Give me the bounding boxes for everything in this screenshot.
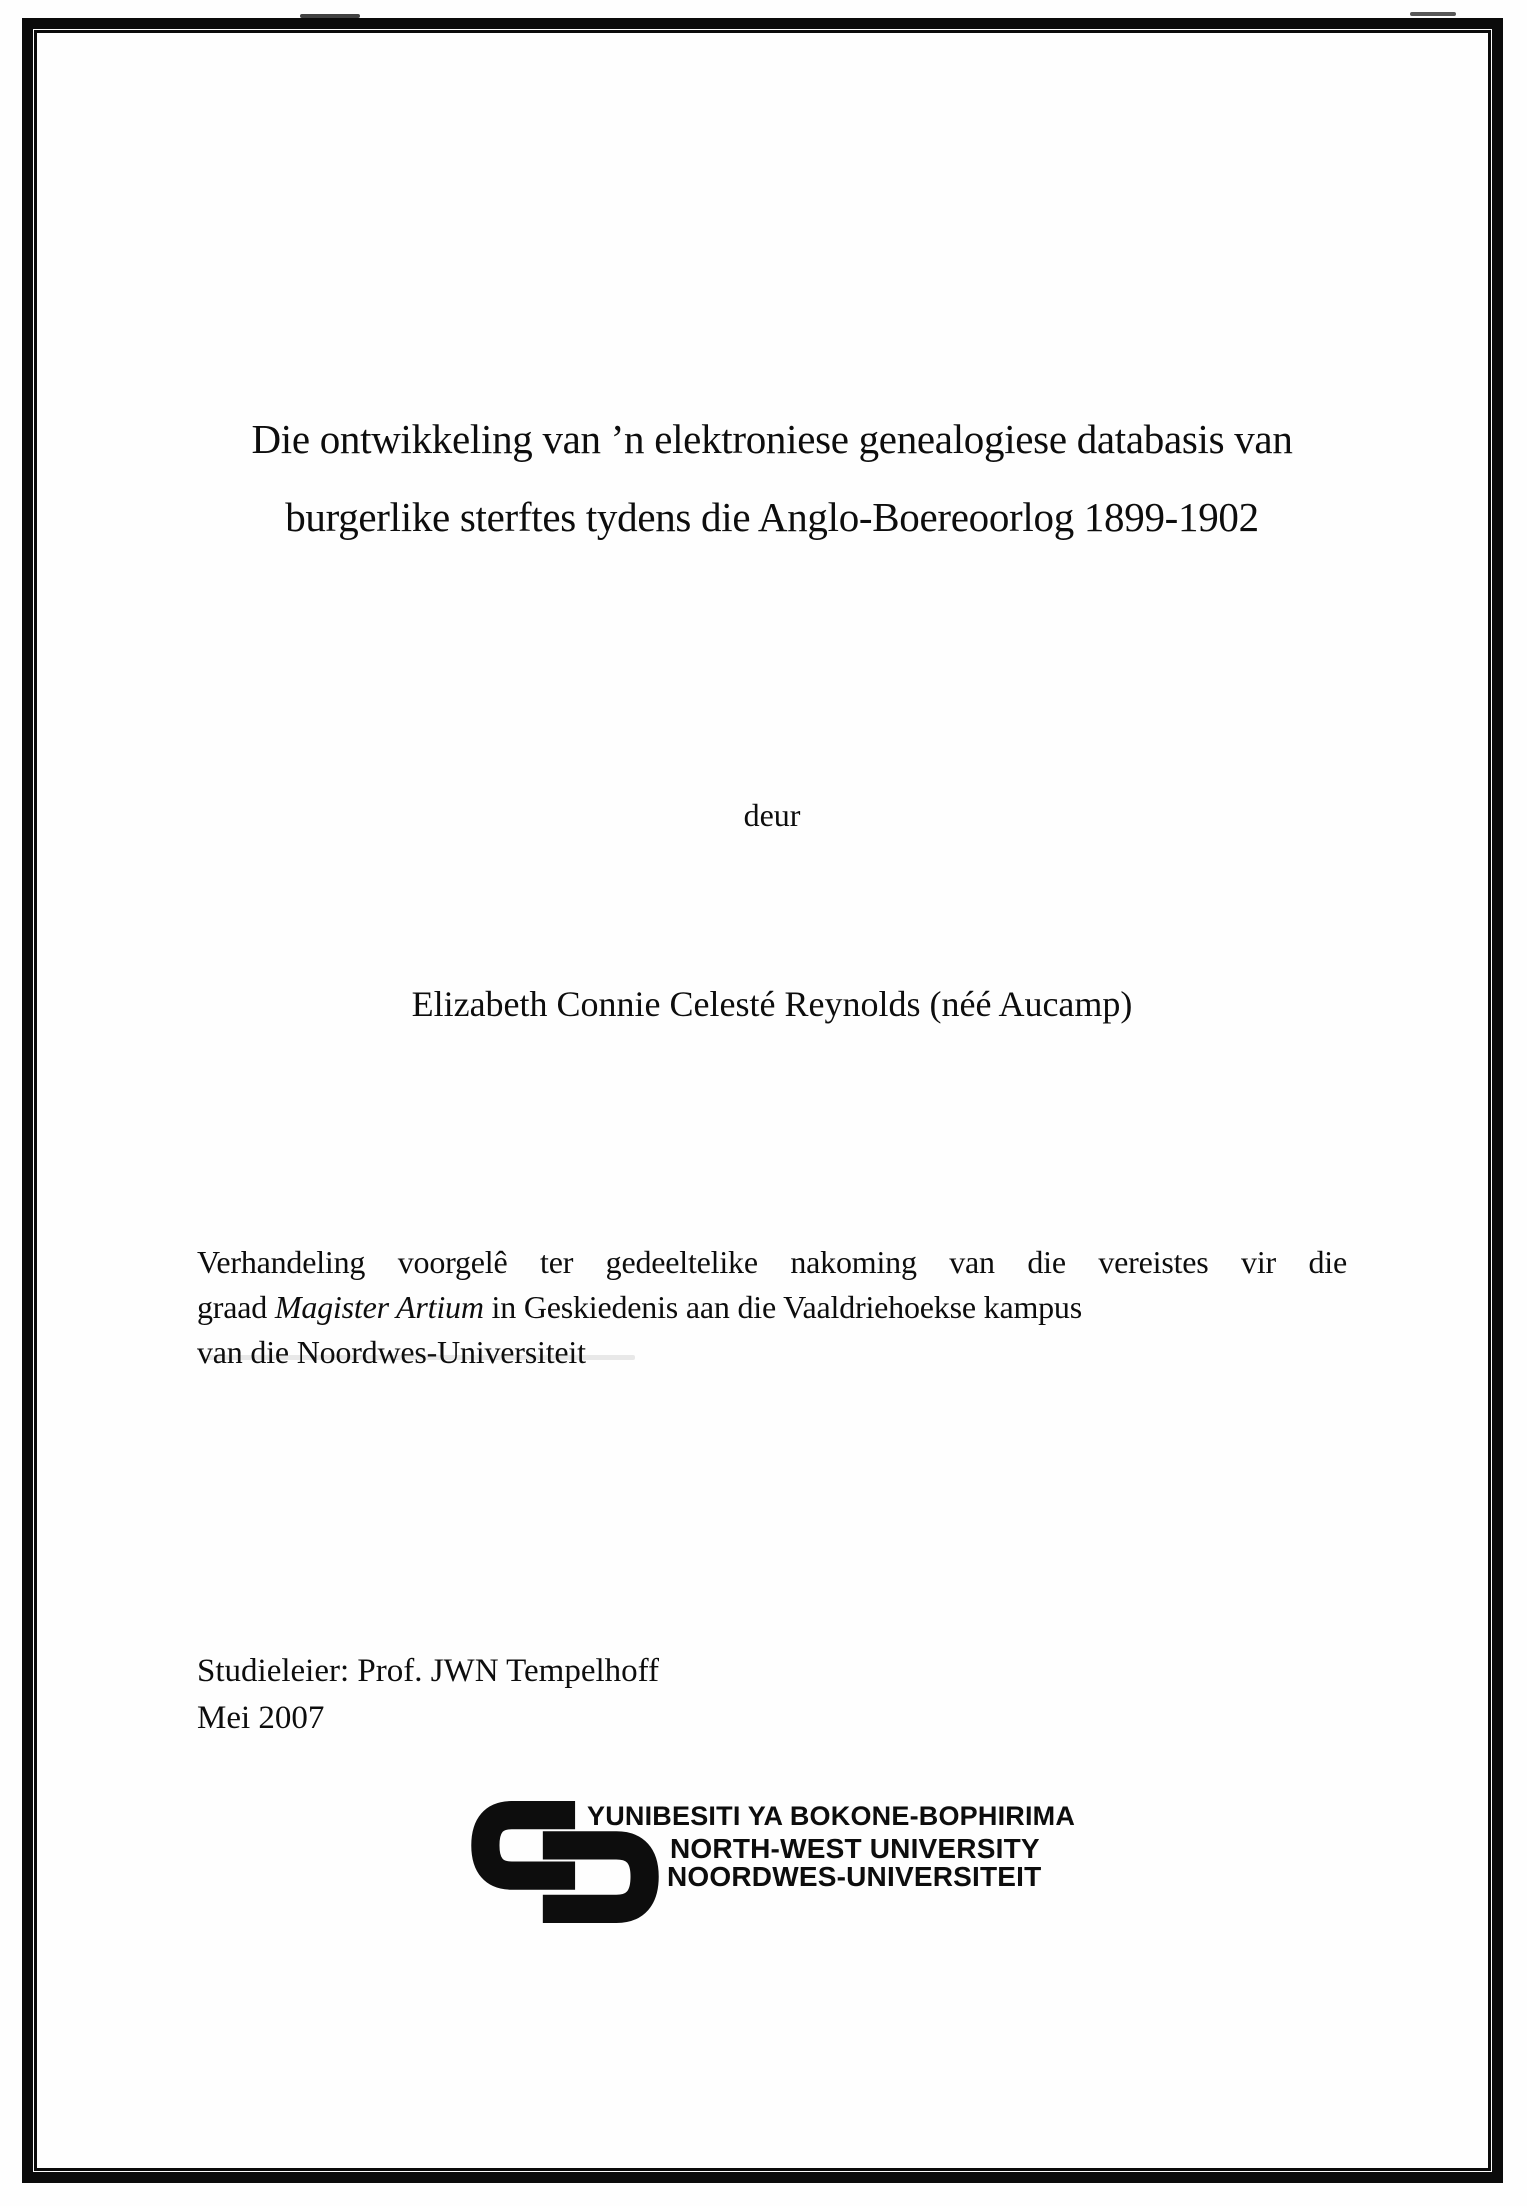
- thesis-title: [197, 400, 1347, 556]
- degree-statement-line-3: van die Noordwes-Universiteit: [197, 1334, 586, 1370]
- supervisor-line: Studieleier: Prof. JWN Tempelhoff: [197, 1653, 660, 1689]
- degree-statement-line-2: [197, 1285, 1347, 1330]
- supervisor-and-date: [197, 1648, 1347, 1742]
- degree-statement-line-2-prefix: graad: [197, 1289, 275, 1325]
- logo-text-setswana: YUNIBESITI YA BOKONE-BOPHIRIMA: [587, 1801, 1076, 1831]
- scan-artifact: [1410, 12, 1456, 16]
- byline: deur: [743, 797, 801, 833]
- date-line: Mei 2007: [197, 1700, 325, 1736]
- degree-statement: [197, 1240, 1347, 1375]
- scan-artifact: [300, 14, 360, 18]
- thesis-title-line-1: Die ontwikkeling van ’n elektroniese genealogiese databasis van: [251, 416, 1293, 462]
- logo-text-english: NORTH-WEST UNIVERSITY: [670, 1833, 1040, 1864]
- degree-statement-line-2-suffix: in Geskiedenis aan die Vaaldriehoekse kampus: [483, 1289, 1082, 1325]
- logo-text-afrikaans: NOORDWES-UNIVERSITEIT: [667, 1861, 1042, 1892]
- degree-statement-line-1: Verhandeling voorgelê ter gedeeltelike nakoming van die vereistes vir die: [197, 1244, 1347, 1280]
- degree-name-italic: Magister Artium: [274, 1289, 484, 1325]
- author-name: Elizabeth Connie Celesté Reynolds (néé Aucamp): [411, 984, 1133, 1024]
- thesis-title-line-2: burgerlike sterftes tydens die Anglo-Boereoorlog 1899-1902: [285, 494, 1259, 540]
